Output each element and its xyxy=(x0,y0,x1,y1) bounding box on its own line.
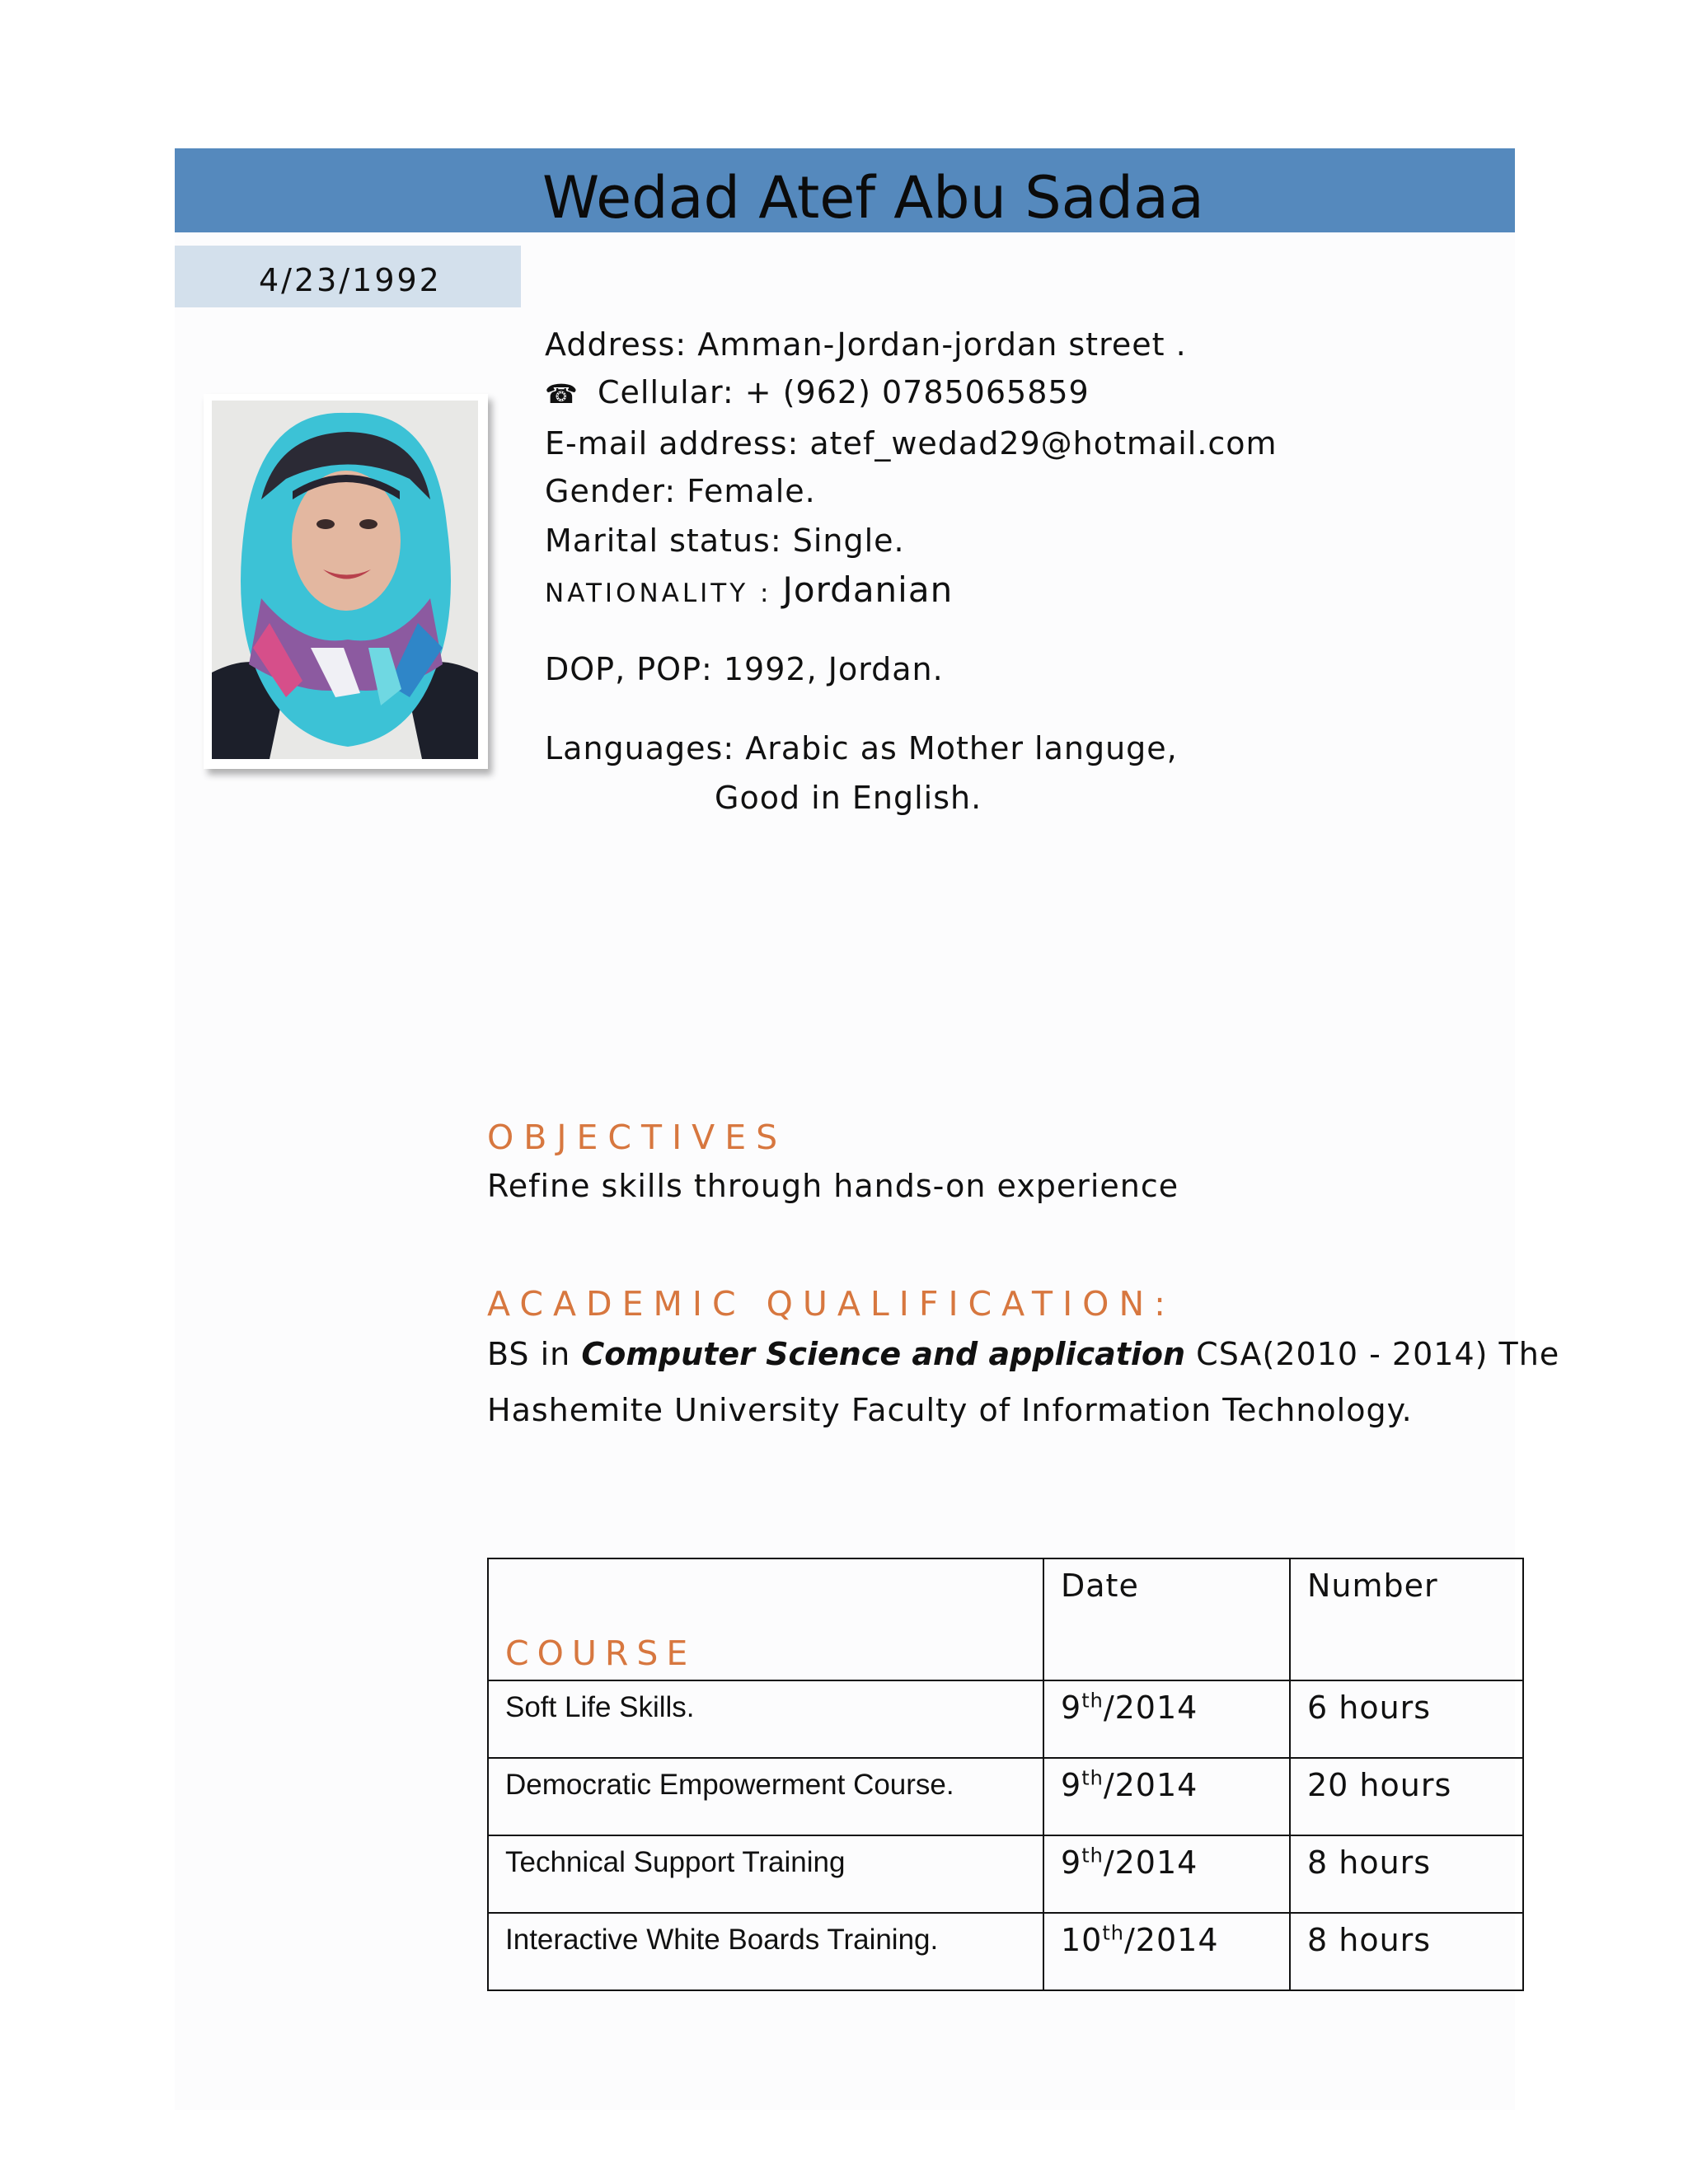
table-row xyxy=(488,1835,1523,1913)
portrait-illustration xyxy=(212,401,478,759)
course-date: 9th/2014 xyxy=(1061,1766,1198,1803)
nationality-line xyxy=(545,570,953,613)
course-date: 10th/2014 xyxy=(1061,1921,1219,1958)
course-hours: 8 hours xyxy=(1307,1922,1432,1958)
table-row xyxy=(488,1758,1523,1835)
degree-name: Computer Science and application xyxy=(581,1336,1186,1372)
languages-line: Languages: Arabic as Mother languge, xyxy=(545,730,1178,766)
academic-suffix: CSA(2010 - 2014) The xyxy=(1185,1336,1560,1372)
table-row xyxy=(488,1680,1523,1758)
objectives-text: Refine skills through hands-on experience xyxy=(487,1168,1179,1204)
academic-line-1 xyxy=(487,1333,1559,1375)
address-line: Address: Amman-Jordan-jordan street . xyxy=(545,326,1187,363)
academic-prefix: BS in xyxy=(487,1336,582,1372)
number-header: Number xyxy=(1307,1568,1438,1604)
academic-line-2: Hashemite University Faculty of Information Technology. xyxy=(487,1392,1413,1428)
table-row xyxy=(488,1913,1523,1990)
gender-line: Gender: Female. xyxy=(545,473,816,509)
date-of-birth: 4/23/1992 xyxy=(259,262,442,298)
marital-status-line: Marital status: Single. xyxy=(545,523,905,559)
course-header: COURSE xyxy=(505,1633,696,1673)
objectives-title: OBJECTIVES xyxy=(487,1118,788,1157)
cellular-line xyxy=(545,373,1090,414)
date-header: Date xyxy=(1061,1568,1139,1604)
course-date: 9th/2014 xyxy=(1061,1844,1198,1881)
portrait-photo xyxy=(204,394,488,769)
table-header-row xyxy=(488,1558,1523,1680)
course-date: 9th/2014 xyxy=(1061,1689,1198,1726)
phone-icon: ☎ xyxy=(545,378,579,410)
languages-line-2: Good in English. xyxy=(715,780,982,816)
academic-title: ACADEMIC QUALIFICATION: xyxy=(487,1284,1175,1324)
courses-table xyxy=(487,1558,1524,1991)
number-header-cell xyxy=(1290,1558,1523,1680)
course-name: Technical Support Training xyxy=(505,1846,846,1878)
email-line: E-mail address: atef_wedad29@hotmail.com xyxy=(545,425,1278,462)
course-name: Democratic Empowerment Course. xyxy=(505,1769,954,1801)
candidate-name: Wedad Atef Abu Sadaa xyxy=(542,164,1204,232)
date-header-cell xyxy=(1043,1558,1290,1680)
nationality-value: Jordanian xyxy=(782,569,954,610)
course-hours: 6 hours xyxy=(1307,1690,1432,1726)
course-name: Soft Life Skills. xyxy=(505,1691,695,1723)
cellular-text: Cellular: + (962) 0785065859 xyxy=(598,374,1090,410)
course-hours: 20 hours xyxy=(1307,1767,1452,1803)
course-name: Interactive White Boards Training. xyxy=(505,1924,939,1956)
nationality-label: NATIONALITY : xyxy=(545,579,772,608)
course-hours: 8 hours xyxy=(1307,1844,1432,1881)
dop-pop-line: DOP, POP: 1992, Jordan. xyxy=(545,651,944,687)
photo-image xyxy=(212,401,478,759)
course-header-cell xyxy=(488,1558,1043,1680)
